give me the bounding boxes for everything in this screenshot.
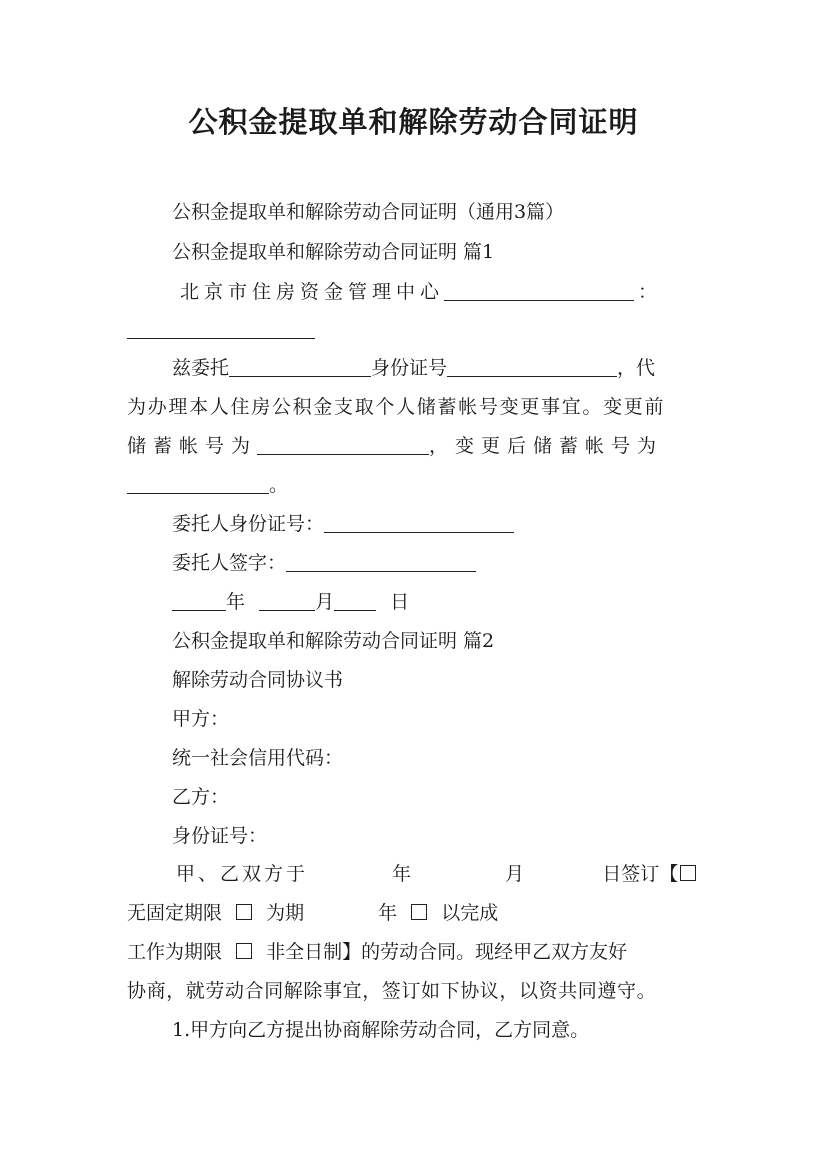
option-part-time: 非全日制】的劳动合同。现经甲乙双方友好 [266,941,628,963]
after-account-blank [127,473,269,494]
colon: ： [638,281,663,303]
sign-day-label: 日签订【 [602,863,679,885]
date-line [172,589,409,615]
option-task-based-cont: 工作为期限 [127,941,223,963]
truster-id-blank [324,512,514,533]
truster-id-label: 委托人身份证号： [172,513,325,535]
after-account-label: ，变更后储蓄帐号为 [429,435,664,457]
term-options-line-2 [127,939,627,965]
id-number-label: 身份证号： [172,825,268,847]
addressee-blank [444,280,634,301]
sign-month-label: 月 [505,863,525,885]
part1-heading: 公积金提取单和解除劳动合同证明 篇1 [172,241,495,263]
truster-sign-label: 委托人签字： [172,552,287,574]
option-fixed-term: 为期 [266,902,305,924]
option-fixed-term-year: 年 [378,902,398,924]
month-label: 月 [315,591,335,613]
checkbox-icon[interactable] [236,904,252,920]
sign-date-line [176,861,698,887]
day-label: 日 [390,591,410,613]
trustee-id-label: 身份证号 [371,357,448,379]
agreement-title: 解除劳动合同协议书 [172,669,344,691]
before-account-label: 储蓄帐号为 [127,435,258,457]
part2-heading: 公积金提取单和解除劳动合同证明 篇2 [172,630,495,652]
checkbox-icon[interactable] [411,904,427,920]
consult-line: 协商，就劳动合同解除事宜，签订如下协议，以资共同遵守。 [127,980,657,1002]
addressee-label: 北京市住房资金管理中心 [180,281,445,303]
before-account-blank [257,434,429,455]
entrust-line [172,355,655,381]
body-line-2: 为办理本人住房公积金支取个人储蓄帐号变更事宜。变更前 [127,396,666,418]
truster-sign-blank [286,551,476,572]
sign-date-label: 甲、乙双方于 [176,863,309,885]
credit-code-label: 统一社会信用代码： [172,747,344,769]
trustee-id-blank [447,356,617,377]
term-options-line [127,900,498,926]
option-task-based: 以完成 [441,902,499,924]
year-label: 年 [226,591,246,613]
truster-id-line [172,511,514,537]
intro-line: 公积金提取单和解除劳动合同证明（通用3篇） [172,201,565,223]
clause-1: 1.甲方向乙方提出协商解除劳动合同，乙方同意。 [172,1019,590,1041]
truster-sign-line [172,550,476,576]
entrust-label: 兹委托 [172,357,230,379]
party-b-label: 乙方： [172,786,230,808]
entrust-tail: ，代 [617,357,656,379]
addressee-line [180,279,662,305]
trustee-name-blank [229,356,371,377]
checkbox-icon[interactable] [680,865,696,881]
account-line [127,433,663,459]
party-a-label: 甲方： [172,708,230,730]
after-account-line: 。 [127,472,288,498]
document-title: 公积金提取单和解除劳动合同证明 [188,105,639,139]
addressee-blank-cont [127,317,315,343]
checkbox-icon[interactable] [236,943,252,959]
option-no-fixed-term: 无固定期限 [127,902,223,924]
sign-year-label: 年 [392,863,412,885]
